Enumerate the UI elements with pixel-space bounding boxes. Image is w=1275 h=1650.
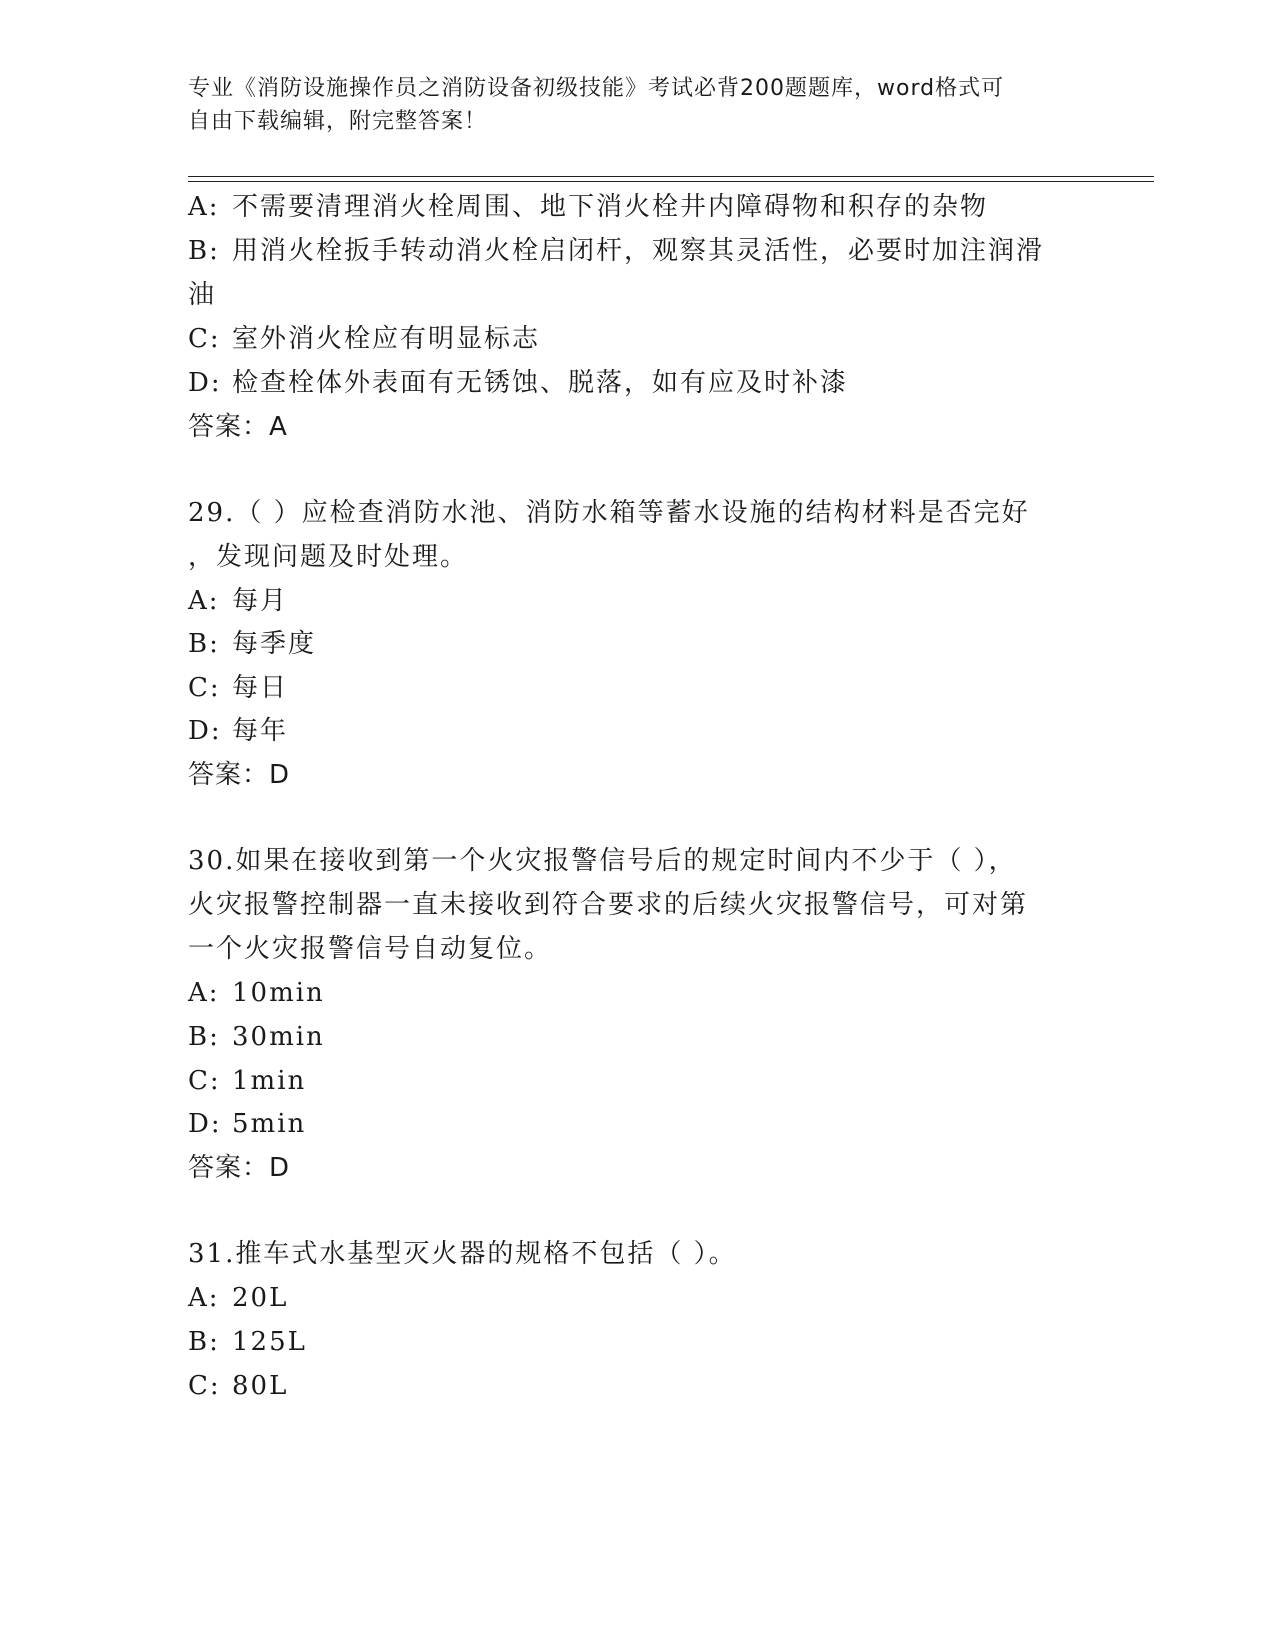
q28-option-b xyxy=(188,235,1044,267)
option-text: 每日 xyxy=(232,673,289,703)
q28-option-a xyxy=(188,191,988,223)
option-text: 每季度 xyxy=(232,629,317,659)
option-label: D: xyxy=(188,1109,222,1139)
option-label: B: xyxy=(188,629,220,659)
option-text: 室外消火栓应有明显标志 xyxy=(232,324,541,354)
q30-stem-line-2: 火灾报警控制器一直未接收到符合要求的后续火灾报警信号，可对第 xyxy=(188,890,1029,920)
option-text: 用消火栓扳手转动消火栓启闭杆，观察其灵活性，必要时加注润滑 xyxy=(232,236,1045,266)
q28-option-c xyxy=(188,323,540,355)
option-label: C: xyxy=(188,324,221,354)
q30-option-a xyxy=(188,977,325,1009)
option-label: B: xyxy=(188,1327,220,1357)
q28-option-d xyxy=(188,367,848,399)
option-text: 1min xyxy=(232,1066,307,1096)
option-label: B: xyxy=(188,1022,220,1052)
option-text: 20L xyxy=(232,1283,289,1313)
q29-stem-line-2: ，发现问题及时处理。 xyxy=(188,542,469,572)
option-label: A: xyxy=(188,1283,220,1313)
q31-option-c xyxy=(188,1370,288,1402)
option-text: 10min xyxy=(232,978,325,1008)
option-label: C: xyxy=(188,673,221,703)
q30-option-b xyxy=(188,1021,325,1053)
option-text: 不需要清理消火栓周围、地下消火栓井内障碍物和积存的杂物 xyxy=(232,192,989,222)
option-label: A: xyxy=(188,586,220,616)
q29-option-b xyxy=(188,628,316,660)
option-text: 5min xyxy=(232,1109,307,1139)
q31-option-b xyxy=(188,1326,307,1358)
q31-option-a xyxy=(188,1282,288,1314)
option-label: A: xyxy=(188,192,220,222)
option-text: 30min xyxy=(232,1022,325,1052)
q28-option-b-continued xyxy=(188,279,216,311)
option-text: 油 xyxy=(188,280,217,310)
q28-answer: 答案：A xyxy=(188,412,288,442)
q29-option-d xyxy=(188,715,288,747)
q30-option-d xyxy=(188,1108,306,1140)
q31-stem-line-1: 31.推车式水基型灭火器的规格不包括（ ）。 xyxy=(188,1239,737,1269)
header-rule-bottom xyxy=(188,181,1154,182)
option-text: 80L xyxy=(232,1371,289,1401)
header-line-1: 专业《消防设施操作员之消防设备初级技能》考试必背200题题库，word格式可 xyxy=(188,76,1005,101)
q29-stem-line-1: 29.（ ）应检查消防水池、消防水箱等蓄水设施的结构材料是否完好 xyxy=(188,498,1030,528)
option-text: 每年 xyxy=(232,716,289,746)
q29-option-c xyxy=(188,672,288,704)
option-label: D: xyxy=(188,368,222,398)
q30-answer: 答案：D xyxy=(188,1153,291,1183)
option-text: 125L xyxy=(232,1327,307,1357)
option-text: 每月 xyxy=(232,586,289,616)
option-text: 检查栓体外表面有无锈蚀、脱落，如有应及时补漆 xyxy=(232,368,849,398)
option-label: A: xyxy=(188,978,220,1008)
q30-stem-line-1: 30.如果在接收到第一个火灾报警信号后的规定时间内不少于（ ）， xyxy=(188,846,1017,876)
option-label: B: xyxy=(188,236,220,266)
q30-stem-line-3: 一个火灾报警信号自动复位。 xyxy=(188,934,553,964)
q29-option-a xyxy=(188,585,288,617)
document-header xyxy=(188,72,1088,138)
option-label: C: xyxy=(188,1066,221,1096)
header-rule-top xyxy=(188,176,1154,177)
q29-answer: 答案：D xyxy=(188,760,291,790)
q30-option-c xyxy=(188,1065,306,1097)
option-label: C: xyxy=(188,1371,221,1401)
header-line-2: 自由下载编辑，附完整答案！ xyxy=(188,109,488,134)
option-label: D: xyxy=(188,716,222,746)
